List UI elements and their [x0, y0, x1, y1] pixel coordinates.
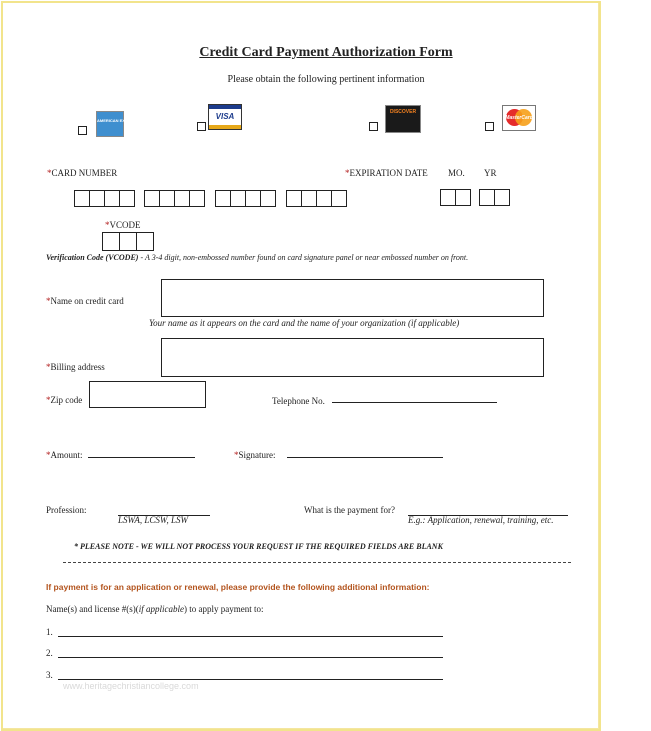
expiration-month-field[interactable] — [440, 189, 471, 206]
mastercard-logo — [502, 105, 536, 131]
expiration-year-field[interactable] — [479, 189, 510, 206]
amount-label-text: Amount: — [50, 450, 83, 460]
name-on-card-field[interactable] — [161, 279, 544, 317]
amount-label — [46, 450, 83, 460]
additional-info-heading: If payment is for an application or renewal, please provide the following additional information: — [46, 582, 430, 592]
names-license-label — [46, 604, 263, 614]
visa-logo-text: VISA — [215, 112, 235, 121]
required-marker: * — [47, 168, 52, 178]
mastercard-checkbox[interactable] — [485, 122, 494, 131]
billing-address-field[interactable] — [161, 338, 544, 377]
mastercard-logo-text: MasterCard — [505, 115, 533, 121]
required-fields-note — [74, 542, 443, 551]
profession-label: Profession: — [46, 505, 87, 515]
card-number-group-4[interactable] — [286, 190, 347, 207]
profession-hint: LSWA, LCSW, LSW — [118, 515, 189, 525]
amex-logo — [96, 111, 139, 137]
name-on-card-label — [46, 296, 124, 306]
payment-for-label: What is the payment for? — [304, 505, 395, 515]
names-license-text-1: Name(s) and license #(s)( — [46, 604, 139, 614]
required-marker: * — [234, 450, 239, 460]
names-license-text-3: ) to apply payment to: — [183, 604, 264, 614]
required-marker: * — [46, 395, 51, 405]
verification-description — [46, 253, 468, 262]
amount-field[interactable] — [88, 449, 195, 458]
signature-field[interactable] — [287, 449, 443, 458]
card-number-label — [47, 168, 117, 178]
telephone-field[interactable] — [332, 394, 497, 403]
zip-code-label — [46, 395, 82, 405]
required-marker: * — [46, 450, 51, 460]
card-number-group-3[interactable] — [215, 190, 276, 207]
name-on-card-label-text: Name on credit card — [50, 296, 124, 306]
discover-logo-text: DISCOVER — [389, 109, 417, 115]
license-line-3[interactable] — [58, 671, 443, 680]
item-3-label: 3. — [46, 670, 53, 680]
name-on-card-hint: Your name as it appears on the card and the name of your organization (if applicable) — [149, 318, 460, 328]
required-marker: * — [105, 220, 110, 230]
visa-band-bottom — [209, 125, 241, 129]
item-1-label: 1. — [46, 627, 53, 637]
watermark-text: www.heritagechristiancollege.com — [63, 681, 199, 691]
item-2-label: 2. — [46, 648, 53, 658]
billing-address-label — [46, 362, 105, 372]
discover-checkbox[interactable] — [369, 122, 378, 131]
visa-checkbox[interactable] — [197, 122, 206, 131]
verification-text: - A 3-4 digit, non-embossed number found on card signature panel or near embossed number on front. — [138, 253, 469, 262]
amex-logo-text: AMERICAN EXPRESS — [97, 118, 139, 123]
signature-label-text: Signature: — [238, 450, 276, 460]
discover-logo — [385, 105, 421, 133]
vcode-label — [105, 220, 141, 230]
signature-label — [234, 450, 276, 460]
license-line-2[interactable] — [58, 649, 443, 658]
amex-checkbox[interactable] — [78, 126, 87, 135]
vcode-label-text: VCODE — [109, 220, 141, 230]
expiration-label — [345, 168, 428, 178]
year-label: YR — [484, 168, 497, 178]
license-line-1[interactable] — [58, 628, 443, 637]
card-number-group-2[interactable] — [144, 190, 205, 207]
zip-code-field[interactable] — [89, 381, 206, 408]
dashed-divider — [63, 561, 571, 563]
names-license-text-2: if applicable — [138, 604, 184, 614]
verification-title: Verification Code (VCODE) — [46, 253, 139, 262]
required-marker: * — [46, 296, 51, 306]
month-label: MO. — [448, 168, 465, 178]
form-title: Credit Card Payment Authorization Form — [199, 45, 453, 60]
vcode-field[interactable] — [102, 232, 154, 251]
note-text: * PLEASE NOTE - WE WILL NOT PROCESS YOUR REQUEST IF THE REQUIRED FIELDS ARE BLANK — [74, 542, 443, 551]
card-number-label-text: CARD NUMBER — [51, 168, 118, 178]
expiration-label-text: EXPIRATION DATE — [349, 168, 428, 178]
card-number-group-1[interactable] — [74, 190, 135, 207]
telephone-label: Telephone No. — [272, 396, 325, 406]
payment-for-hint: E.g.: Application, renewal, training, etc. — [408, 515, 554, 525]
required-marker: * — [345, 168, 350, 178]
zip-code-label-text: Zip code — [50, 395, 83, 405]
required-marker: * — [46, 362, 51, 372]
billing-address-label-text: Billing address — [50, 362, 105, 372]
form-subtitle: Please obtain the following pertinent information — [227, 74, 425, 85]
visa-logo — [208, 104, 242, 130]
